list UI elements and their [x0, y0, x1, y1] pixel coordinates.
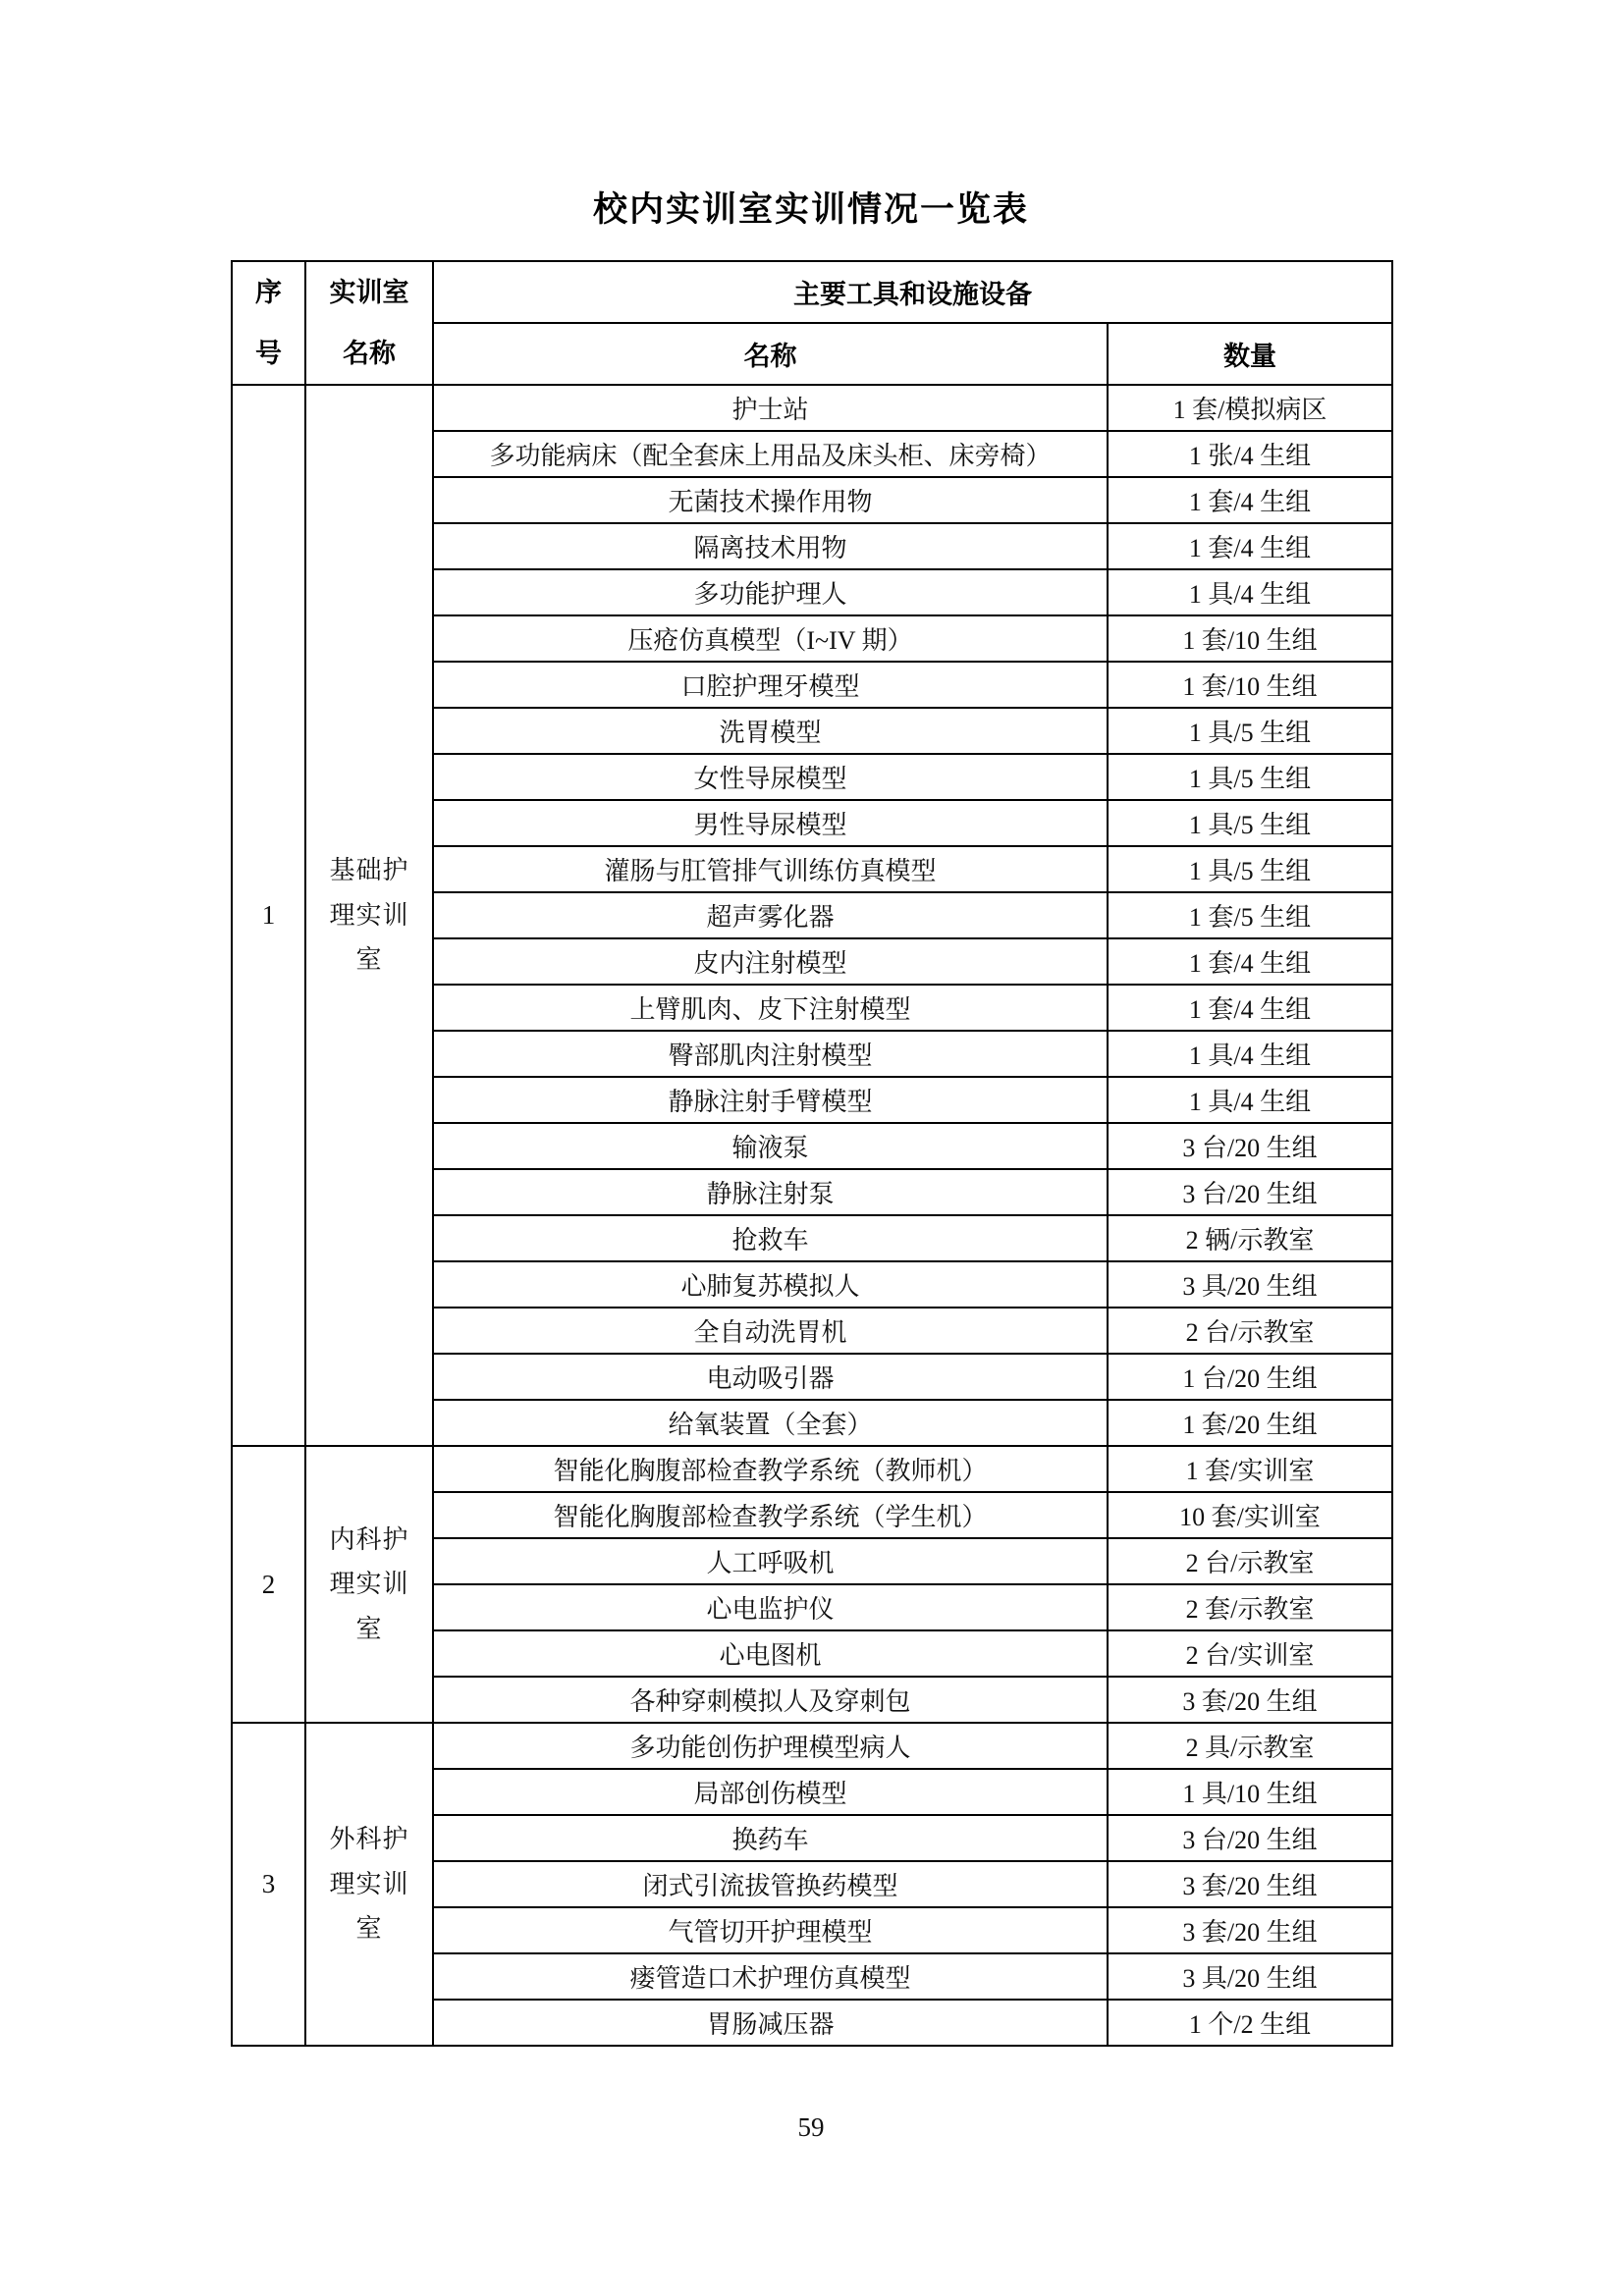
equipment-name: 灌肠与肛管排气训练仿真模型	[433, 846, 1108, 892]
equipment-quantity: 1 套/模拟病区	[1108, 385, 1392, 431]
section-index: 1	[232, 385, 305, 1446]
equipment-name: 无菌技术操作用物	[433, 477, 1108, 523]
equipment-quantity: 1 套/20 生组	[1108, 1400, 1392, 1446]
header-room-name: 实训室 名称	[305, 261, 433, 385]
equipment-quantity: 3 台/20 生组	[1108, 1815, 1392, 1861]
table-row	[232, 1723, 1392, 1769]
equipment-quantity: 1 套/4 生组	[1108, 523, 1392, 569]
equipment-quantity: 2 台/实训室	[1108, 1630, 1392, 1677]
equipment-quantity: 1 套/10 生组	[1108, 615, 1392, 662]
equipment-quantity: 1 具/5 生组	[1108, 800, 1392, 846]
equipment-quantity: 2 套/示教室	[1108, 1584, 1392, 1630]
equipment-name: 抢救车	[433, 1215, 1108, 1261]
equipment-name: 全自动洗胃机	[433, 1308, 1108, 1354]
equipment-name: 口腔护理牙模型	[433, 662, 1108, 708]
equipment-name: 气管切开护理模型	[433, 1907, 1108, 1953]
equipment-quantity: 1 具/5 生组	[1108, 754, 1392, 800]
table-header	[232, 261, 1392, 385]
equipment-quantity: 1 具/4 生组	[1108, 1031, 1392, 1077]
page-title: 校内实训室实训情况一览表	[592, 190, 1029, 229]
equipment-quantity: 1 套/实训室	[1108, 1446, 1392, 1492]
equipment-quantity: 1 具/5 生组	[1108, 846, 1392, 892]
equipment-quantity: 1 套/4 生组	[1108, 985, 1392, 1031]
equipment-quantity: 3 套/20 生组	[1108, 1677, 1392, 1723]
equipment-name: 压疮仿真模型（I~IV 期）	[433, 615, 1108, 662]
header-quantity: 数量	[1108, 323, 1392, 385]
section-index: 2	[232, 1446, 305, 1723]
equipment-quantity: 1 套/4 生组	[1108, 938, 1392, 985]
equipment-name: 女性导尿模型	[433, 754, 1108, 800]
header-equipment-group: 主要工具和设施设备	[433, 261, 1392, 323]
equipment-name: 超声雾化器	[433, 892, 1108, 938]
equipment-name: 闭式引流拔管换药模型	[433, 1861, 1108, 1907]
equipment-quantity: 3 具/20 生组	[1108, 1953, 1392, 2000]
equipment-quantity: 1 具/5 生组	[1108, 708, 1392, 754]
equipment-name: 洗胃模型	[433, 708, 1108, 754]
equipment-name: 男性导尿模型	[433, 800, 1108, 846]
equipment-quantity: 1 套/5 生组	[1108, 892, 1392, 938]
equipment-name: 多功能病床（配全套床上用品及床头柜、床旁椅）	[433, 431, 1108, 477]
header-row-1	[232, 261, 1392, 323]
table-body	[232, 385, 1392, 2046]
equipment-name: 臀部肌肉注射模型	[433, 1031, 1108, 1077]
section-room-name: 内科护 理实训 室	[305, 1446, 433, 1723]
equipment-name: 局部创伤模型	[433, 1769, 1108, 1815]
equipment-quantity: 1 个/2 生组	[1108, 2000, 1392, 2046]
equipment-name: 瘘管造口术护理仿真模型	[433, 1953, 1108, 2000]
equipment-name: 心电监护仪	[433, 1584, 1108, 1630]
section-index: 3	[232, 1723, 305, 2046]
equipment-quantity: 3 台/20 生组	[1108, 1169, 1392, 1215]
equipment-name: 人工呼吸机	[433, 1538, 1108, 1584]
header-equipment-name: 名称	[433, 323, 1108, 385]
equipment-name: 各种穿刺模拟人及穿刺包	[433, 1677, 1108, 1723]
equipment-quantity: 3 台/20 生组	[1108, 1123, 1392, 1169]
training-room-table	[231, 260, 1393, 2047]
equipment-quantity: 1 张/4 生组	[1108, 431, 1392, 477]
equipment-quantity: 1 具/4 生组	[1108, 1077, 1392, 1123]
equipment-quantity: 3 具/20 生组	[1108, 1261, 1392, 1308]
equipment-quantity: 1 套/10 生组	[1108, 662, 1392, 708]
equipment-quantity: 2 具/示教室	[1108, 1723, 1392, 1769]
equipment-quantity: 10 套/实训室	[1108, 1492, 1392, 1538]
table-row	[232, 385, 1392, 431]
equipment-name: 心肺复苏模拟人	[433, 1261, 1108, 1308]
equipment-name: 静脉注射手臂模型	[433, 1077, 1108, 1123]
equipment-name: 给氧装置（全套）	[433, 1400, 1108, 1446]
equipment-name: 多功能创伤护理模型病人	[433, 1723, 1108, 1769]
equipment-name: 胃肠减压器	[433, 2000, 1108, 2046]
table-row	[232, 1446, 1392, 1492]
equipment-name: 静脉注射泵	[433, 1169, 1108, 1215]
equipment-name: 多功能护理人	[433, 569, 1108, 615]
section-room-name: 基础护 理实训 室	[305, 385, 433, 1446]
equipment-name: 输液泵	[433, 1123, 1108, 1169]
equipment-name: 换药车	[433, 1815, 1108, 1861]
equipment-name: 隔离技术用物	[433, 523, 1108, 569]
equipment-quantity: 1 具/4 生组	[1108, 569, 1392, 615]
page-number: 59	[797, 2112, 825, 2142]
equipment-quantity: 1 套/4 生组	[1108, 477, 1392, 523]
equipment-name: 智能化胸腹部检查教学系统（教师机）	[433, 1446, 1108, 1492]
equipment-quantity: 1 具/10 生组	[1108, 1769, 1392, 1815]
equipment-quantity: 2 台/示教室	[1108, 1538, 1392, 1584]
equipment-name: 电动吸引器	[433, 1354, 1108, 1400]
equipment-quantity: 3 套/20 生组	[1108, 1861, 1392, 1907]
equipment-name: 上臂肌肉、皮下注射模型	[433, 985, 1108, 1031]
section-room-name: 外科护 理实训 室	[305, 1723, 433, 2046]
equipment-quantity: 3 套/20 生组	[1108, 1907, 1392, 1953]
equipment-name: 护士站	[433, 385, 1108, 431]
equipment-name: 心电图机	[433, 1630, 1108, 1677]
equipment-name: 皮内注射模型	[433, 938, 1108, 985]
equipment-quantity: 2 辆/示教室	[1108, 1215, 1392, 1261]
header-index: 序 号	[232, 261, 305, 385]
equipment-quantity: 1 台/20 生组	[1108, 1354, 1392, 1400]
equipment-quantity: 2 台/示教室	[1108, 1308, 1392, 1354]
equipment-name: 智能化胸腹部检查教学系统（学生机）	[433, 1492, 1108, 1538]
